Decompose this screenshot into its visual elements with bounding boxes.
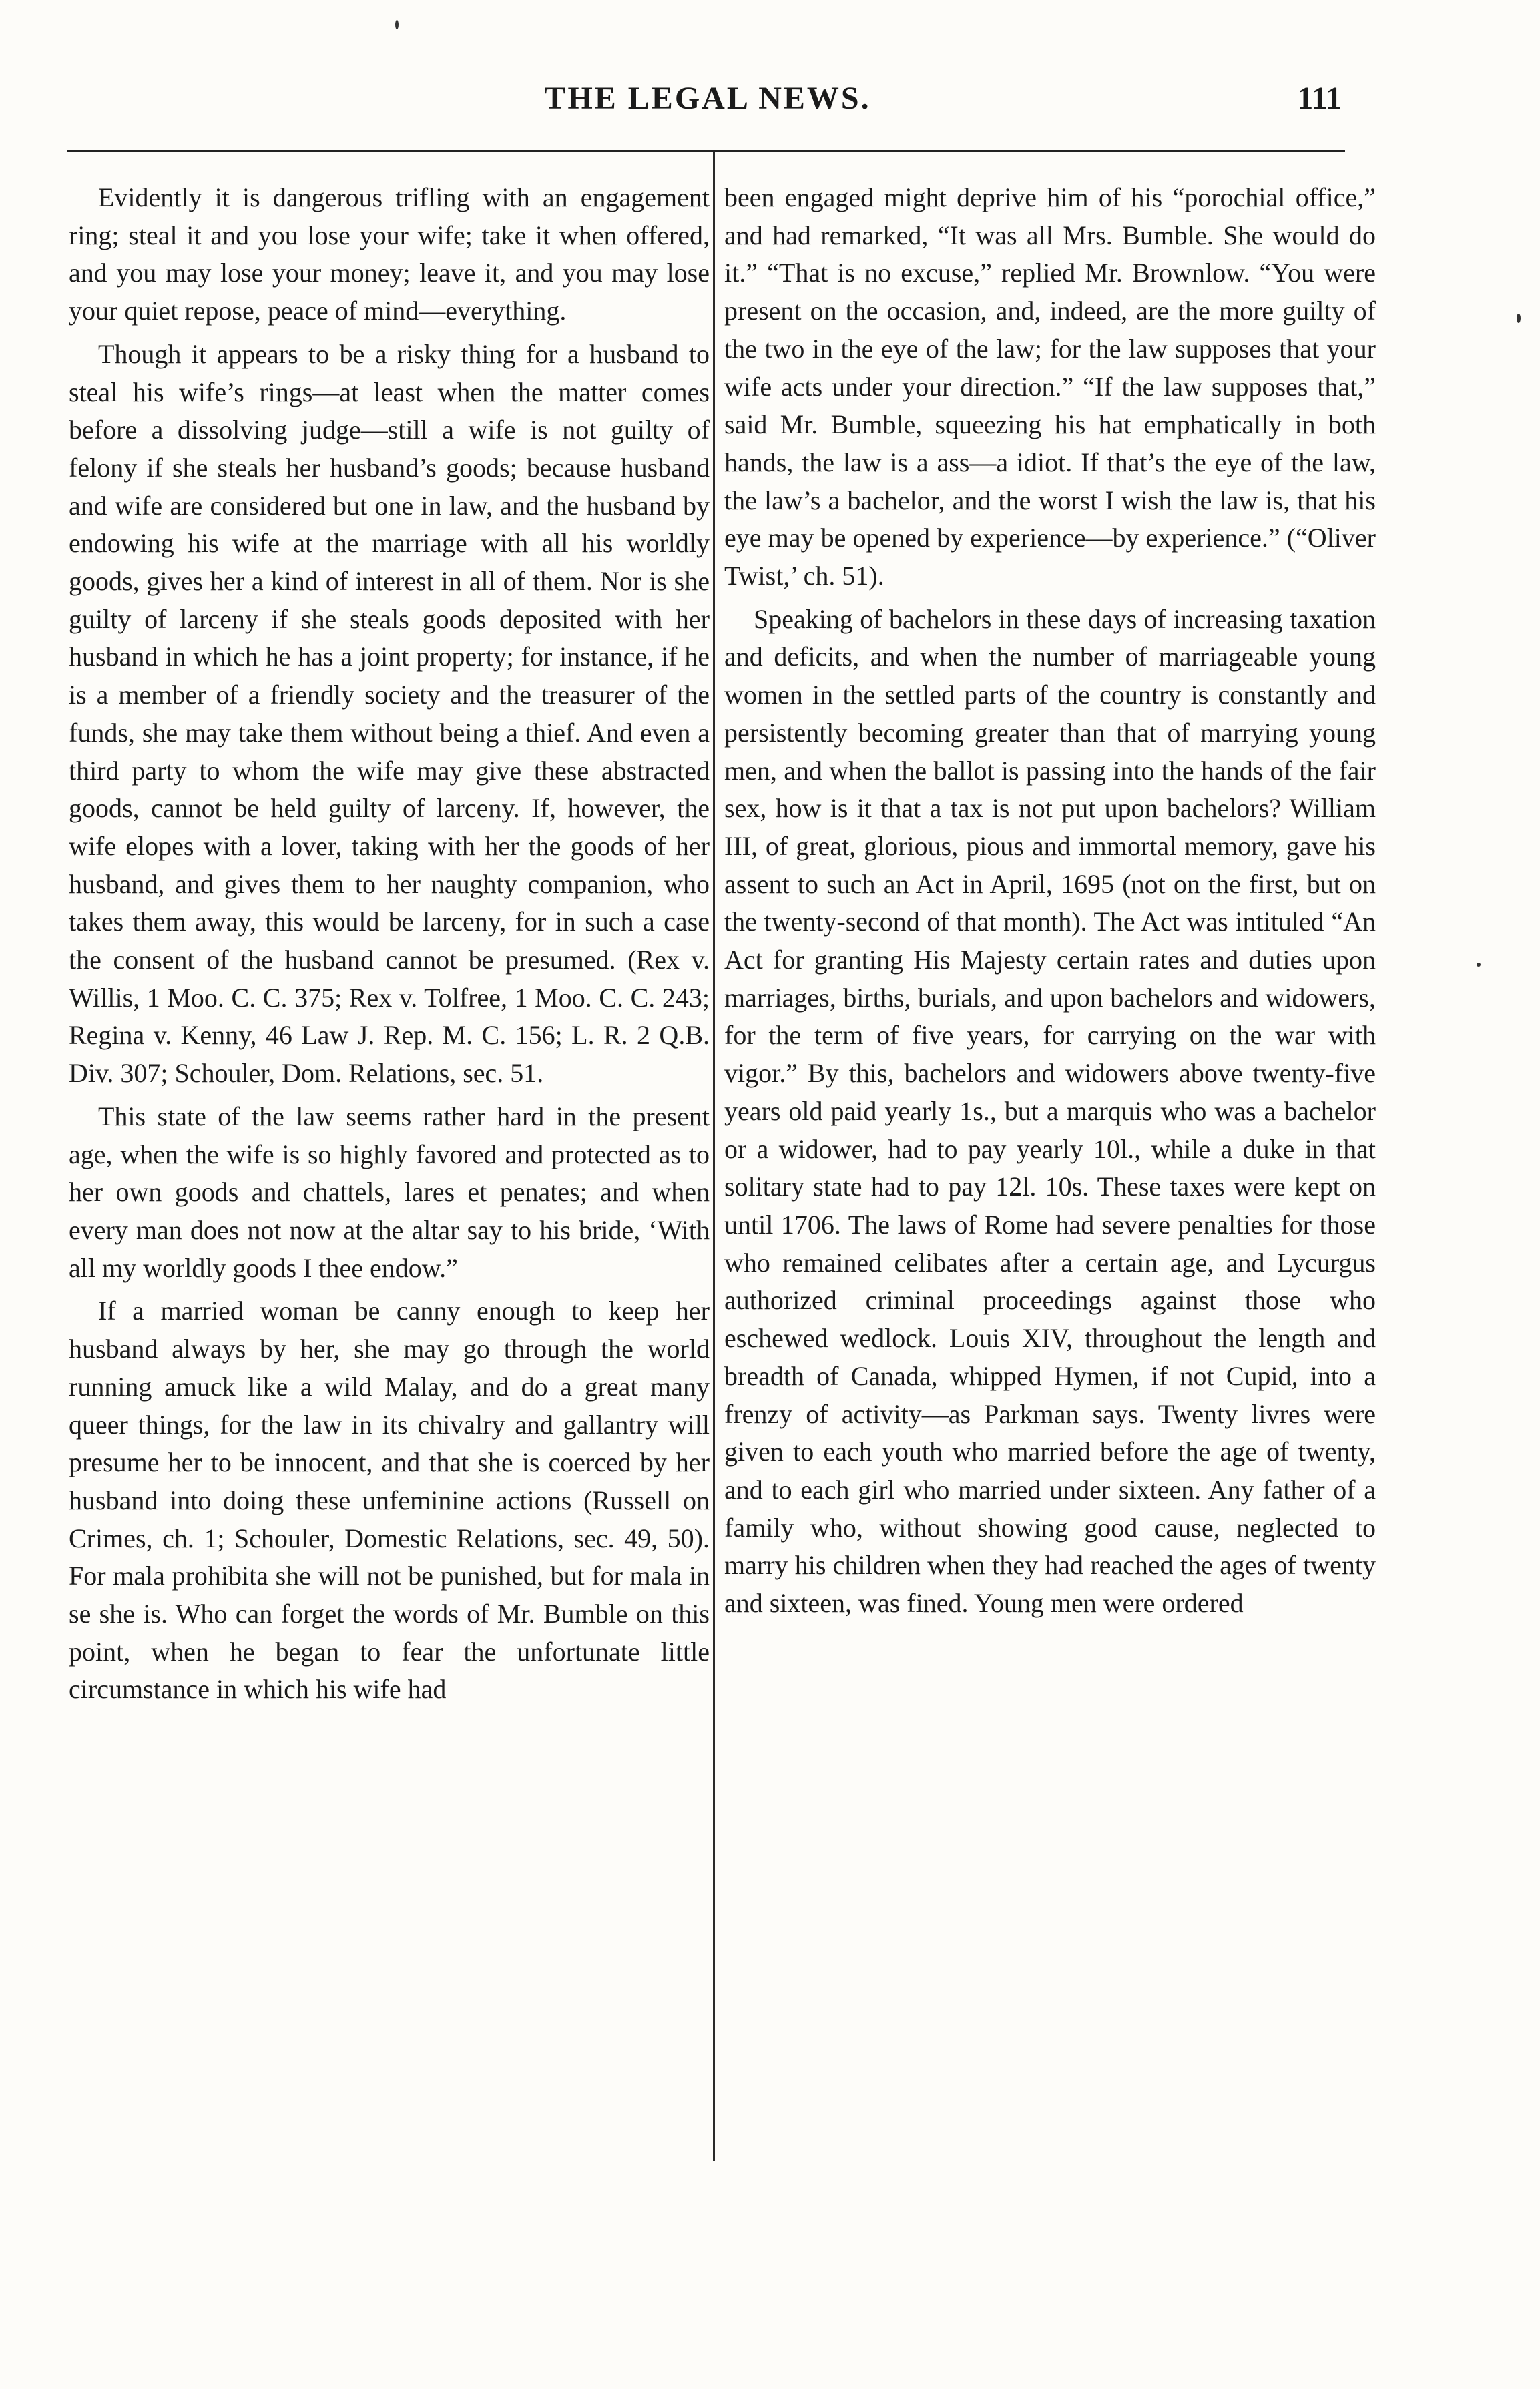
running-title: THE LEGAL NEWS. xyxy=(544,81,871,116)
paragraph: Though it appears to be a risky thing for a husband to steal his wife’s rings—at least when the matter comes before a dissolving judge—still a wife is not guilty of felony if she steals her husband’s goods; because husband and wife are considered but one in law, and the husband by endowing his wife at the marriage with all his worldly goods, gives her a kind of interest in all of them. Nor is she guilty of larceny if she steals goods deposited with her husband in which he has a joint property; for instance, if he is a member of a friendly society and the treasurer of the funds, she may take them without being a thief. And even a third party to whom the wife may give these abstracted goods, cannot be held guilty of larceny. If, however, the wife elopes with a lover, taking with her the goods of her husband, and gives them to her naughty companion, who takes them away, this would be larceny, for in such a case the consent of the husband cannot be presumed. (Rex v. Willis, 1 Moo. C. C. 375; Rex v. Tolfree, 1 Moo. C. C. 243; Regina v. Kenny, 46 Law J. Rep. M. C. 156; L. R. 2 Q.B. Div. 307; Schouler, Dom. Relations, sec. 51. xyxy=(69,338,710,1089)
right-column xyxy=(724,179,1376,1628)
paragraph: This state of the law seems rather hard in the present age, when the wife is so highly favored and protected as to her own goods and chattels, lares et penates; and when every man does not now at the altar say to his bride, ‘With all my worldly goods I thee endow.” xyxy=(69,1101,710,1283)
paragraph: Evidently it is dangerous trifling with an engagement ring; steal it and you lose your wife; take it when offered, and you may lose your money; leave it, and you may lose your quiet repose, peace of mind—everything. xyxy=(69,182,710,326)
left-column xyxy=(69,179,710,1714)
ink-speck xyxy=(1517,314,1521,323)
ink-speck xyxy=(1477,963,1481,967)
ink-speck xyxy=(395,20,399,29)
header-rule xyxy=(67,150,1345,152)
paragraph: been engaged might deprive him of his “porochial office,” and had remarked, “It was all Mrs. Bumble. She would do it.” “That is no excuse,” replied Mr. Brownlow. “You were present on the occasion, and, indeed, are the more guilty of the two in the eye of the law; for the law supposes that your wife acts under your direction.” “If the law supposes that,” said Mr. Bumble, squeezing his hat emphatically in both hands, the law is a ass—a idiot. If that’s the eye of the law, the law’s a bachelor, and the worst I wish the law is, that his eye may be opened by experience—by experience.” (“Oliver Twist,’ ch. 51). xyxy=(724,182,1376,591)
column-rule xyxy=(713,152,715,2161)
page-header xyxy=(73,80,1342,147)
paragraph: Speaking of bachelors in these days of increasing taxation and deficits, and when the number of marriageable young women in the settled parts of the country is constantly and persistently becoming greater than that of marrying young men, and when the ballot is passing into the hands of the fair sex, how is it that a tax is not put upon bachelors? William III, of great, glorious, pious and immortal memory, gave his assent to such an Act in April, 1695 (not on the first, but on the twenty-second of that month). The Act was intituled “An Act for granting His Majesty certain rates and duties upon marriages, births, burials, and upon bachelors and widowers, for the term of five years, for carrying on the war with vigor.” By this, bachelors and widowers above twenty-five years old paid yearly 1s., but a marquis who was a bachelor or a widower, had to pay yearly 10l., while a duke in that solitary state had to pay 12l. 10s. These taxes were kept on until 1706. The laws of Rome had severe penalties for those who remained celibates after a certain age, and Lycurgus authorized criminal proceedings against those who eschewed wedlock. Louis XIV, throughout the length and breadth of Canada, whipped Hymen, if not Cupid, into a frenzy of activity—as Parkman says. Twenty livres were given to each youth who married before the age of twenty, and to each girl who married under sixteen. Any father of a family who, without showing good cause, neglected to marry his children when they had reached the ages of twenty and sixteen, was fined. Young men were ordered xyxy=(724,603,1376,1619)
page-number: 111 xyxy=(1297,81,1342,116)
paragraph: If a married woman be canny enough to keep her husband always by her, she may go through the world running amuck like a wild Malay, and do a great many queer things, for the law in its chivalry and gallantry will presume her to be innocent, and that she is coerced by her husband into doing these unfeminine actions (Russell on Crimes, ch. 1; Schouler, Domestic Relations, sec. 49, 50). For mala prohibita she will not be punished, but for mala in se she is. Who can forget the words of Mr. Bumble on this point, when he began to fear the unfortunate little circumstance in which his wife had xyxy=(69,1296,710,1705)
